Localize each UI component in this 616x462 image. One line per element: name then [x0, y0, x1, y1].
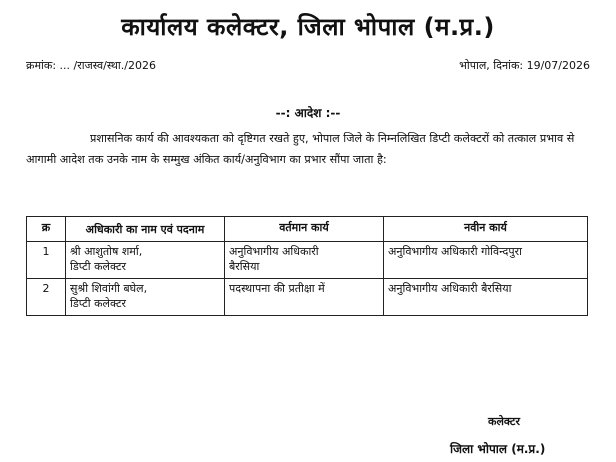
row-new-work: अनुविभागीय अधिकारी गोविन्दपुरा: [384, 242, 588, 279]
row-serial: 1: [27, 242, 66, 279]
header-new-work: नवीन कार्य: [384, 217, 588, 242]
officer-designation: डिप्टी कलेक्टर: [70, 297, 127, 310]
header-current-work: वर्तमान कार्य: [225, 217, 384, 242]
current-work-line: पदस्थापना की प्रतीक्षा में: [229, 282, 325, 295]
row-officer: [66, 242, 225, 279]
current-work-line: बैरसिया: [229, 260, 260, 273]
order-heading: --: आदेश :--: [275, 106, 341, 120]
table-row: [27, 279, 588, 316]
row-officer: [66, 279, 225, 316]
row-serial: 2: [27, 279, 66, 316]
row-current-work: [225, 279, 384, 316]
place-date: भोपाल, दिनांक: 19/07/2026: [459, 59, 590, 72]
table-header-row: [27, 217, 588, 242]
signatory-place: जिला भोपाल (म.प्र.): [450, 442, 546, 456]
current-work-line: अनुविभागीय अधिकारी: [229, 245, 319, 258]
officer-name: सुश्री शिवांगी बघेल,: [70, 282, 148, 295]
officer-name: श्री आशुतोष शर्मा,: [70, 245, 143, 258]
table-row: [27, 242, 588, 279]
signatory-role: कलेक्टर: [488, 415, 520, 428]
office-title: कार्यालय कलेक्टर, जिला भोपाल (म.प्र.): [121, 13, 495, 41]
header-officer-name: अधिकारी का नाम एवं पदनाम: [66, 217, 225, 242]
order-body: प्रशासनिक कार्य की आवश्यकता को दृष्टिगत रखते हुए, भोपाल जिले के निम्नलिखित डिप्टी कलेक्टरों को तत्काल प्रभाव से आगामी आदेश तक उनके नाम के सम्मुख अंकित कार्य/अनुविभाग का प्रभार सौंपा जाता है:: [26, 132, 575, 166]
row-new-work: अनुविभागीय अधिकारी बैरसिया: [384, 279, 588, 316]
posting-table: [26, 216, 588, 316]
row-current-work: [225, 242, 384, 279]
header-serial: क्र: [27, 217, 66, 242]
officer-designation: डिप्टी कलेक्टर: [70, 260, 127, 273]
reference-line: [26, 58, 590, 73]
reference-number: क्रमांक: ... /राजस्व/स्था./2026: [26, 59, 156, 72]
